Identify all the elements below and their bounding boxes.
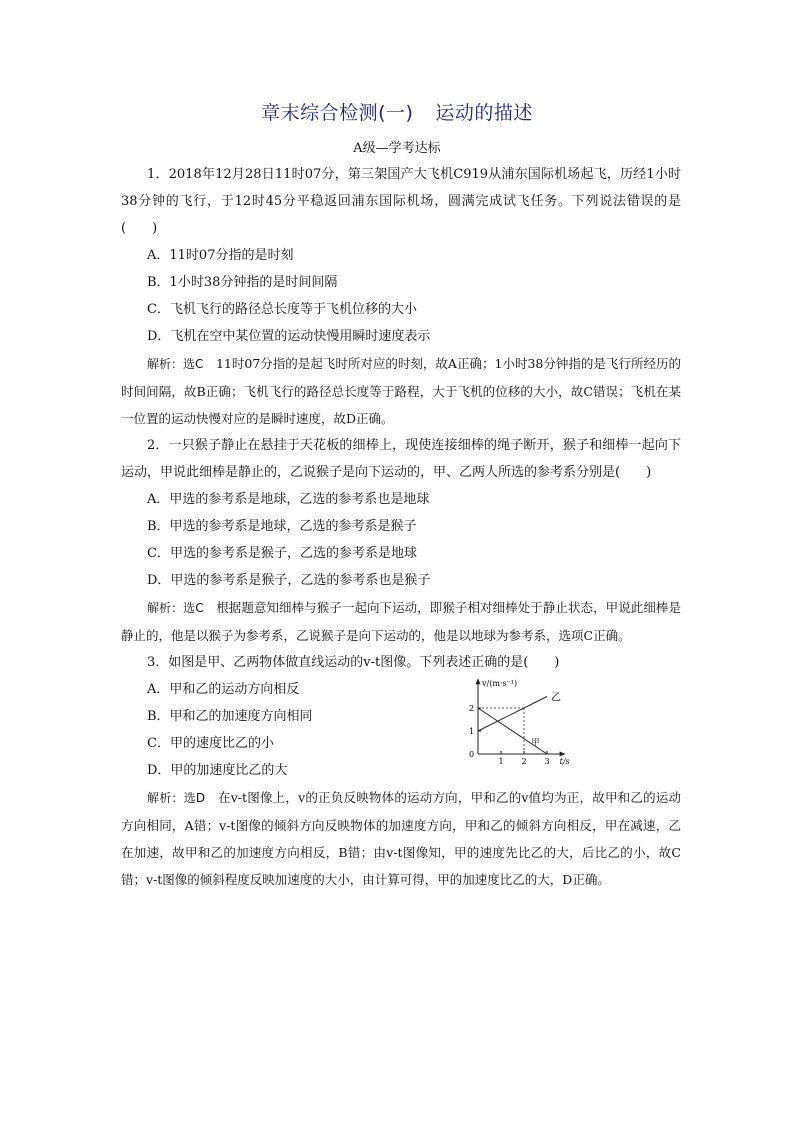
q3-stem: 3．如图是甲、乙两物体做直线运动的v-t图像。下列表述正确的是( ) bbox=[147, 655, 560, 670]
y-axis-arrow bbox=[476, 678, 481, 684]
y-tick-label: 1 bbox=[469, 727, 475, 736]
q2-analysis-lead: 解析：选C bbox=[147, 601, 204, 615]
q3-option-a: A．甲和乙的运动方向相反 bbox=[147, 682, 300, 697]
series-line-yi bbox=[478, 697, 547, 732]
x-tick-label: 3 bbox=[544, 757, 550, 766]
q3-option-b: B．甲和乙的加速度方向相同 bbox=[147, 709, 313, 724]
q2-stem: 2．一只猴子静止在悬挂于天花板的细棒上，现使连接细棒的绳子断开，猴子和细棒一起向下运动，甲说此细棒是静止的，乙说猴子是向下运动的，甲、乙两人所选的参考系分别是( ) bbox=[121, 438, 681, 480]
q2-analysis-text: 根据题意知细棒与猴子一起向下运动，即猴子相对细棒处于静止状态，甲说此细棒是静止的，他是以猴子为参考系，乙说猴子是向下运动的，他是以地球为参考系，选项C正确。 bbox=[121, 600, 681, 643]
series-line-jia bbox=[478, 708, 547, 754]
q1-analysis-text: 11时07分指的是起飞时所对应的时刻，故A正确；1小时38分钟指的是飞行所经历的时间间隔，故B正确；飞机飞行的路径总长度等于路程，大于飞机的位移的大小，故C错误；飞机在某一位置的运动快慢对应的是瞬时速度，故D正确。 bbox=[121, 356, 681, 426]
q3-option-d: D．甲的加速度比乙的大 bbox=[147, 763, 288, 778]
document-body bbox=[121, 161, 681, 893]
q2-option-a: A．甲选的参考系是地球，乙选的参考系也是地球 bbox=[147, 492, 430, 507]
q1-stem: 1．2018年12月28日11时07分，第三架国产大飞机C919从浦东国际机场起飞，历经1小时38分钟的飞行，于12时45分平稳返回浦东国际机场，圆满完成试飞任务。下列说法错误的是( ) bbox=[121, 167, 681, 236]
x-axis-arrow bbox=[560, 752, 566, 757]
title-sub: 运动的描述 bbox=[435, 102, 533, 124]
q1-option-b: B．1小时38分钟指的是时间间隔 bbox=[147, 275, 338, 290]
y-axis-label: v/(m·s⁻¹) bbox=[482, 679, 518, 689]
y-tick-label: 2 bbox=[469, 704, 475, 713]
q2-option-d: D．甲选的参考系是猴子，乙选的参考系也是猴子 bbox=[147, 573, 431, 588]
x-tick-label: 2 bbox=[521, 757, 527, 766]
q2-option-c: C．甲选的参考系是猴子，乙选的参考系是地球 bbox=[147, 546, 417, 561]
q2-analysis bbox=[121, 594, 681, 649]
x-tick-label: 1 bbox=[498, 757, 504, 766]
vt-graph bbox=[446, 670, 606, 780]
q1-option-d: D．飞机在空中某位置的运动快慢用瞬时速度表示 bbox=[147, 329, 431, 344]
section-level: A级—学考达标 bbox=[353, 141, 441, 156]
q1-analysis-lead: 解析：选C bbox=[147, 357, 204, 371]
series-label-yi: 乙 bbox=[551, 692, 561, 704]
q3-analysis-text: 在v-t图像上，v的正负反映物体的运动方向，甲和乙的v值均为正，故甲和乙的运动方向相同，A错；v-t图像的倾斜方向反映物体的加速度方向，甲和乙的倾斜方向相反，甲在减速，乙在加速，故甲和乙的加速度方向相反，B错；由v-t图像知，甲的速度先比乙的大，后比乙的小，故C错；v-t图像的倾斜程度反映加速度的大小，由计算可得，甲的加速度比乙的大，D正确。 bbox=[121, 790, 681, 887]
q3-analysis bbox=[121, 784, 681, 893]
page-title bbox=[0, 98, 794, 125]
q2-option-b: B．甲选的参考系是地球，乙选的参考系是猴子 bbox=[147, 519, 417, 534]
q3-options-block bbox=[121, 676, 681, 784]
q1-option-a: A．11时07分指的是时刻 bbox=[147, 248, 294, 263]
x-axis-label: t/s bbox=[559, 757, 570, 766]
y-tick-label: 0 bbox=[469, 750, 475, 759]
q1-analysis bbox=[121, 350, 681, 432]
series-label-jia: 甲 bbox=[531, 737, 540, 747]
q3-option-c: C．甲的速度比乙的小 bbox=[147, 736, 274, 751]
q3-analysis-lead: 解析：选D bbox=[147, 791, 206, 805]
title-main: 章末综合检测(一) bbox=[261, 102, 414, 124]
q1-option-c: C．飞机飞行的路径总长度等于飞机位移的大小 bbox=[147, 302, 417, 317]
